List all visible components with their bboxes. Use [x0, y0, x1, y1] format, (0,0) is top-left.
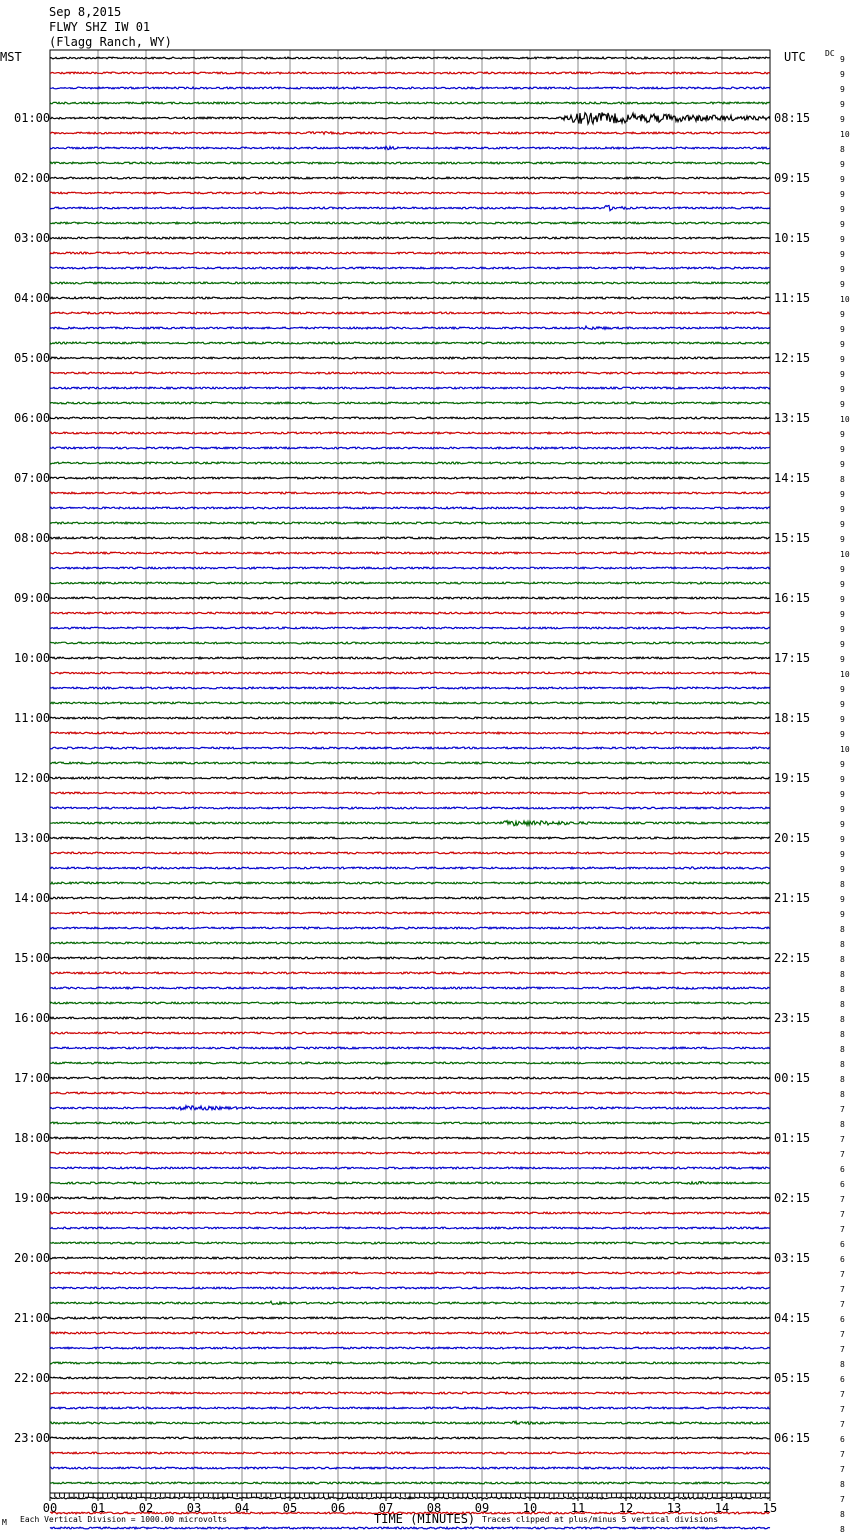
- right-hour-label: 17:15: [774, 651, 811, 665]
- x-axis-label: TIME (MINUTES): [374, 1512, 476, 1526]
- trace-row: [50, 237, 770, 239]
- left-hour-label: 20:00: [14, 1251, 51, 1265]
- dc-value: 7: [840, 1285, 845, 1294]
- x-tick-label: 13: [666, 1501, 682, 1515]
- dc-value: 9: [840, 865, 845, 874]
- right-hour-label: 11:15: [774, 291, 811, 305]
- trace-row: [50, 102, 770, 104]
- dc-value: 7: [840, 1465, 845, 1474]
- trace-row: [50, 1437, 770, 1439]
- left-hour-label: 17:00: [14, 1071, 51, 1085]
- trace-row: [50, 1106, 770, 1110]
- left-hour-label: 09:00: [14, 591, 51, 605]
- dc-value: 9: [840, 505, 845, 514]
- clip-note: Traces clipped at plus/minus 5 vertical divisions: [482, 1515, 719, 1524]
- dc-value: 9: [840, 760, 845, 769]
- dc-value: 9: [840, 310, 845, 319]
- dc-value: 10: [840, 550, 850, 559]
- dc-value: 6: [840, 1255, 845, 1264]
- dc-value: 7: [840, 1345, 845, 1354]
- dc-value: 9: [840, 490, 845, 499]
- dc-value: 9: [840, 835, 845, 844]
- trace-row: [50, 582, 770, 584]
- dc-value: 9: [840, 640, 845, 649]
- trace-row: [50, 312, 770, 314]
- trace-row: [50, 672, 770, 674]
- trace-row: [50, 297, 770, 299]
- trace-row: [50, 1137, 770, 1139]
- dc-value: 7: [840, 1210, 845, 1219]
- dc-value: 8: [840, 985, 845, 994]
- trace-row: [50, 1047, 770, 1049]
- trace-row: [50, 627, 770, 629]
- dc-value: 8: [840, 1060, 845, 1069]
- dc-value: 9: [840, 685, 845, 694]
- x-tick-label: 05: [282, 1501, 298, 1515]
- trace-row: [50, 402, 770, 404]
- right-hour-label: 14:15: [774, 471, 811, 485]
- right-hour-label: 12:15: [774, 351, 811, 365]
- right-hour-label: 16:15: [774, 591, 811, 605]
- trace-row: [50, 1242, 770, 1244]
- trace-row: [50, 222, 770, 224]
- dc-value: 6: [840, 1240, 845, 1249]
- left-hour-label: 18:00: [14, 1131, 51, 1145]
- trace-row: [50, 1317, 770, 1319]
- dc-value: 9: [840, 325, 845, 334]
- right-hour-label: 08:15: [774, 111, 811, 125]
- dc-value: 9: [840, 85, 845, 94]
- plot-frame: [50, 50, 770, 1493]
- dc-value: 9: [840, 820, 845, 829]
- trace-row: [50, 162, 770, 164]
- dc-value: 9: [840, 520, 845, 529]
- dc-value: 9: [840, 370, 845, 379]
- trace-row: [50, 597, 770, 599]
- right-hour-label: 13:15: [774, 411, 811, 425]
- dc-value: 9: [840, 460, 845, 469]
- dc-value: 8: [840, 925, 845, 934]
- dc-value: 9: [840, 250, 845, 259]
- trace-row: [50, 177, 770, 179]
- left-hour-label: 10:00: [14, 651, 51, 665]
- dc-value: 7: [840, 1450, 845, 1459]
- dc-value: 9: [840, 910, 845, 919]
- dc-value: 9: [840, 160, 845, 169]
- dc-value: 8: [840, 1510, 845, 1519]
- trace-row: [50, 612, 770, 614]
- trace-row: [50, 1482, 770, 1484]
- dc-value: 10: [840, 415, 850, 424]
- trace-row: [50, 447, 770, 449]
- dc-value: 9: [840, 580, 845, 589]
- dc-value: 7: [840, 1495, 845, 1504]
- trace-row: [50, 492, 770, 494]
- trace-row: [50, 462, 770, 464]
- right-hour-label: 19:15: [774, 771, 811, 785]
- x-tick-label: 14: [714, 1501, 730, 1515]
- dc-value: 6: [840, 1375, 845, 1384]
- left-hour-label: 08:00: [14, 531, 51, 545]
- trace-row: [50, 192, 770, 194]
- trace-row: [50, 1362, 770, 1364]
- dc-value: 8: [840, 940, 845, 949]
- trace-row: [50, 372, 770, 374]
- right-hour-label: 10:15: [774, 231, 811, 245]
- right-hour-label: 01:15: [774, 1131, 811, 1145]
- dc-value: 9: [840, 715, 845, 724]
- dc-value: 9: [840, 775, 845, 784]
- trace-row: [50, 1421, 770, 1424]
- trace-row: [50, 1377, 770, 1379]
- trace-row: [50, 1017, 770, 1019]
- trace-row: [50, 537, 770, 539]
- dc-value: 8: [840, 1120, 845, 1129]
- left-hour-label: 21:00: [14, 1311, 51, 1325]
- trace-row: [50, 687, 770, 689]
- trace-row: [50, 821, 770, 826]
- trace-row: [50, 357, 770, 359]
- x-tick-label: 07: [378, 1501, 394, 1515]
- dc-value: 8: [840, 1000, 845, 1009]
- x-tick-label: 03: [186, 1501, 202, 1515]
- dc-value: 10: [840, 670, 850, 679]
- dc-value: 8: [840, 1045, 845, 1054]
- dc-value: 9: [840, 655, 845, 664]
- left-hour-label: 19:00: [14, 1191, 51, 1205]
- trace-row: [50, 762, 770, 764]
- right-hour-label: 02:15: [774, 1191, 811, 1205]
- trace-row: [50, 1467, 770, 1469]
- dc-value: 9: [840, 895, 845, 904]
- trace-row: [50, 72, 770, 74]
- trace-row: [50, 57, 770, 59]
- dc-value: 6: [840, 1435, 845, 1444]
- left-hour-label: 02:00: [14, 171, 51, 185]
- dc-value: 8: [840, 880, 845, 889]
- left-hour-label: 22:00: [14, 1371, 51, 1385]
- trace-row: [50, 1092, 770, 1094]
- trace-row: [50, 1122, 770, 1124]
- dc-value: 9: [840, 805, 845, 814]
- trace-row: [50, 417, 770, 419]
- dc-header-label: DC: [825, 49, 835, 58]
- trace-row: [50, 882, 770, 884]
- dc-value: 6: [840, 1180, 845, 1189]
- trace-row: [50, 1272, 770, 1274]
- dc-value: 9: [840, 430, 845, 439]
- x-tick-label: 01: [90, 1501, 106, 1515]
- trace-row: [50, 1212, 770, 1214]
- trace-row: [50, 1257, 770, 1259]
- left-hour-label: 12:00: [14, 771, 51, 785]
- dc-value: 9: [840, 235, 845, 244]
- x-tick-label: 06: [330, 1501, 346, 1515]
- dc-value: 7: [840, 1330, 845, 1339]
- left-hour-label: 01:00: [14, 111, 51, 125]
- left-hour-label: 03:00: [14, 231, 51, 245]
- dc-value: 9: [840, 175, 845, 184]
- dc-value: 7: [840, 1195, 845, 1204]
- dc-value: 9: [840, 265, 845, 274]
- trace-row: [50, 1527, 770, 1529]
- dc-value: 9: [840, 55, 845, 64]
- trace-row: [50, 702, 770, 704]
- trace-row: [50, 1062, 770, 1064]
- dc-value: 9: [840, 700, 845, 709]
- trace-row: [50, 567, 770, 569]
- trace-row: [50, 387, 770, 389]
- trace-row: [50, 927, 770, 929]
- x-tick-label: 10: [522, 1501, 538, 1515]
- trace-row: [50, 852, 770, 854]
- trace-row: [50, 1032, 770, 1034]
- trace-row: [50, 132, 770, 135]
- location-label: (Flagg Ranch, WY): [49, 35, 172, 49]
- trace-row: [50, 897, 770, 899]
- right-hour-label: 03:15: [774, 1251, 811, 1265]
- left-hour-label: 07:00: [14, 471, 51, 485]
- trace-row: [50, 1332, 770, 1334]
- trace-row: [50, 552, 770, 554]
- dc-value: 9: [840, 385, 845, 394]
- trace-row: [50, 792, 770, 794]
- trace-row: [50, 1182, 770, 1185]
- left-hour-label: 13:00: [14, 831, 51, 845]
- left-hour-label: 23:00: [14, 1431, 51, 1445]
- dc-value: 8: [840, 1525, 845, 1534]
- dc-value: 8: [840, 1015, 845, 1024]
- trace-row: [50, 717, 770, 719]
- corner-mark: M: [2, 1518, 7, 1527]
- trace-row: [50, 1077, 770, 1079]
- trace-row: [50, 432, 770, 434]
- dc-value: 9: [840, 280, 845, 289]
- left-timezone-label: MST: [0, 50, 22, 64]
- dc-value: 8: [840, 1090, 845, 1099]
- x-tick-label: 11: [570, 1501, 586, 1515]
- dc-value: 9: [840, 595, 845, 604]
- trace-row: [50, 1287, 770, 1289]
- dc-value: 7: [840, 1135, 845, 1144]
- dc-value: 8: [840, 145, 845, 154]
- x-tick-label: 08: [426, 1501, 442, 1515]
- dc-value: 9: [840, 100, 845, 109]
- trace-row: [50, 957, 770, 959]
- trace-row: [50, 477, 770, 479]
- trace-row: [50, 867, 770, 869]
- x-tick-label: 02: [138, 1501, 154, 1515]
- dc-value: 9: [840, 445, 845, 454]
- station-label: FLWY SHZ IW 01: [49, 20, 151, 34]
- trace-row: [50, 1347, 770, 1349]
- dc-value: 10: [840, 295, 850, 304]
- trace-row: [50, 282, 770, 284]
- right-hour-label: 04:15: [774, 1311, 811, 1325]
- dc-value: 10: [840, 745, 850, 754]
- dc-value: 6: [840, 1165, 845, 1174]
- dc-value: 8: [840, 1030, 845, 1039]
- left-hour-label: 14:00: [14, 891, 51, 905]
- dc-value: 9: [840, 730, 845, 739]
- dc-value: 7: [840, 1420, 845, 1429]
- x-tick-label: 12: [618, 1501, 634, 1515]
- date-label: Sep 8,2015: [49, 5, 122, 19]
- trace-row: [50, 326, 770, 329]
- dc-value: 8: [840, 475, 845, 484]
- dc-value: 7: [840, 1150, 845, 1159]
- trace-row: [50, 837, 770, 839]
- dc-value: 7: [840, 1225, 845, 1234]
- dc-value: 9: [840, 355, 845, 364]
- trace-row: [50, 113, 770, 124]
- left-hour-label: 04:00: [14, 291, 51, 305]
- dc-value: 7: [840, 1270, 845, 1279]
- right-hour-label: 18:15: [774, 711, 811, 725]
- dc-value: 7: [840, 1405, 845, 1414]
- trace-row: [50, 777, 770, 779]
- x-tick-label: 15: [762, 1501, 778, 1515]
- dc-value: 6: [840, 1315, 845, 1324]
- dc-value: 9: [840, 790, 845, 799]
- right-hour-label: 06:15: [774, 1431, 811, 1445]
- trace-row: [50, 206, 770, 211]
- dc-value: 9: [840, 625, 845, 634]
- dc-value: 9: [840, 70, 845, 79]
- trace-row: [50, 1392, 770, 1394]
- trace-row: [50, 507, 770, 509]
- dc-value: 8: [840, 955, 845, 964]
- right-hour-label: 23:15: [774, 1011, 811, 1025]
- right-hour-label: 09:15: [774, 171, 811, 185]
- trace-row: [50, 747, 770, 749]
- left-hour-label: 15:00: [14, 951, 51, 965]
- right-hour-label: 22:15: [774, 951, 811, 965]
- right-hour-label: 05:15: [774, 1371, 811, 1385]
- trace-row: [50, 732, 770, 734]
- dc-value: 9: [840, 190, 845, 199]
- right-hour-label: 20:15: [774, 831, 811, 845]
- left-hour-label: 16:00: [14, 1011, 51, 1025]
- dc-value: 9: [840, 400, 845, 409]
- dc-value: 7: [840, 1390, 845, 1399]
- trace-row: [50, 807, 770, 809]
- right-timezone-label: UTC: [784, 50, 806, 64]
- dc-value: 7: [840, 1300, 845, 1309]
- dc-value: 9: [840, 340, 845, 349]
- trace-row: [50, 912, 770, 914]
- dc-value: 9: [840, 610, 845, 619]
- left-hour-label: 06:00: [14, 411, 51, 425]
- dc-value: 9: [840, 205, 845, 214]
- trace-row: [50, 657, 770, 659]
- dc-value: 9: [840, 220, 845, 229]
- trace-row: [50, 942, 770, 944]
- dc-value: 9: [840, 565, 845, 574]
- trace-row: [50, 1227, 770, 1229]
- right-hour-label: 15:15: [774, 531, 811, 545]
- trace-row: [50, 252, 770, 254]
- trace-row: [50, 146, 770, 149]
- trace-row: [50, 1452, 770, 1454]
- trace-row: [50, 642, 770, 644]
- trace-row: [50, 267, 770, 269]
- dc-value: 8: [840, 970, 845, 979]
- trace-row: [50, 1002, 770, 1004]
- dc-value: 9: [840, 115, 845, 124]
- trace-row: [50, 522, 770, 524]
- trace-row: [50, 342, 770, 344]
- dc-value: 8: [840, 1480, 845, 1489]
- trace-row: [50, 1407, 770, 1409]
- dc-value: 7: [840, 1105, 845, 1114]
- scale-note: Each Vertical Division = 1000.00 microvolts: [20, 1515, 228, 1524]
- trace-row: [50, 987, 770, 989]
- x-tick-label: 04: [234, 1501, 250, 1515]
- dc-value: 8: [840, 1360, 845, 1369]
- trace-row: [50, 972, 770, 974]
- x-tick-label: 00: [42, 1501, 58, 1515]
- right-hour-label: 00:15: [774, 1071, 811, 1085]
- dc-value: 9: [840, 850, 845, 859]
- dc-value: 10: [840, 130, 850, 139]
- trace-row: [50, 87, 770, 89]
- trace-row: [50, 1152, 770, 1154]
- left-hour-label: 11:00: [14, 711, 51, 725]
- trace-row: [50, 1197, 770, 1199]
- x-tick-label: 09: [474, 1501, 490, 1515]
- dc-value: 8: [840, 1075, 845, 1084]
- left-hour-label: 05:00: [14, 351, 51, 365]
- trace-row: [50, 1301, 770, 1304]
- right-hour-label: 21:15: [774, 891, 811, 905]
- trace-row: [50, 1167, 770, 1169]
- dc-value: 9: [840, 535, 845, 544]
